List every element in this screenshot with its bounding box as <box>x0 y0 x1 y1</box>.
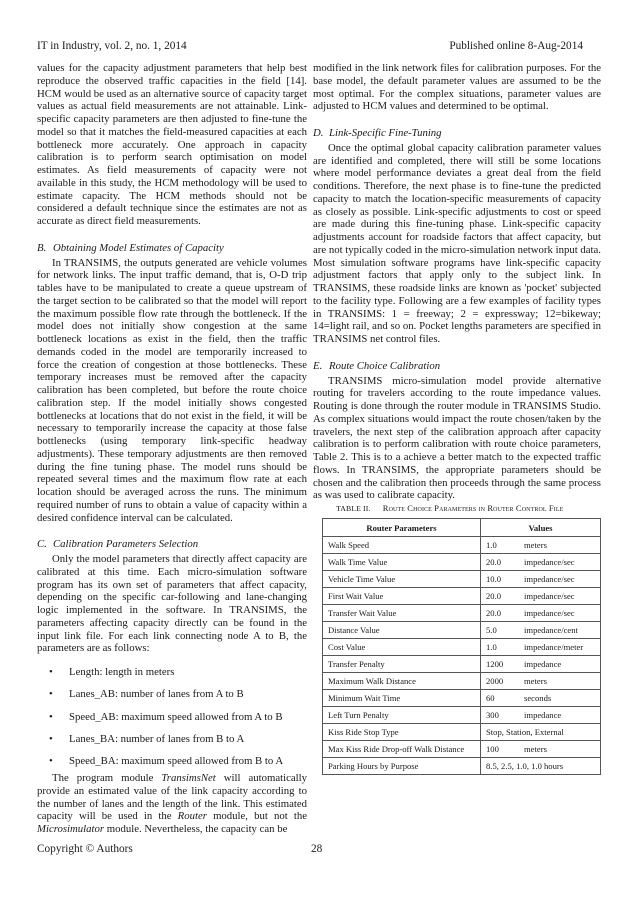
value-cell <box>481 707 601 724</box>
parameter-cell: Maximum Walk Distance <box>323 673 481 690</box>
list-item: • Lanes_AB: number of lanes from A to B <box>49 688 244 701</box>
table-row <box>323 588 601 605</box>
table-row <box>323 690 601 707</box>
section-title: Link-Specific Fine-Tuning <box>329 127 442 139</box>
value-cell <box>481 758 601 775</box>
paragraph: The program module TransimsNet will automatically provide an estimated value of the link capacity according to the number of lanes and the length of the link. This estimated capacity will be used in the Router module, but not the Microsimulator module. Nevertheless, the capacity can be <box>37 772 307 836</box>
value-unit: meters <box>524 676 547 686</box>
parameter-cell: Walk Speed <box>323 537 481 554</box>
list-item: • Speed_BA: maximum speed allowed from B to A <box>49 755 284 768</box>
table-title: Route Choice Parameters in Router Control File <box>382 503 564 513</box>
left-column <box>37 62 307 836</box>
value-number: 5.0 <box>486 625 497 635</box>
parameter-cell: Walk Time Value <box>323 554 481 571</box>
value-cell <box>481 724 601 741</box>
value-number: 20.0 <box>486 557 502 567</box>
section-heading-d <box>313 127 601 140</box>
table-label: TABLE II. <box>336 504 371 513</box>
table-row <box>323 639 601 656</box>
parameter-cell: Minimum Wait Time <box>323 690 481 707</box>
value-unit: impedance/cent <box>524 625 578 635</box>
paragraph: Only the model parameters that directly affect capacity are calibrated at this time. Each micro-simulation software program has its own set of parameters that affect capacity, depending on the specific car-following and lane-changing logic implemented in the software. In TRANSIMS, the parameters affecting capacity directly can be found in the input link file. For each link connecting node A to B, the parameters are as follows: <box>37 553 307 655</box>
value-unit: impedance/sec <box>524 557 575 567</box>
value-unit: impedance/sec <box>524 591 575 601</box>
paragraph: values for the capacity adjustment parameters that help best reproduce the observed traffic capacities in the field [14]. HCM would be used as an alternative source of capacity target values as actual field measurements are not attainable. Link-specific capacity parameters are then adjusted to fine-tune the model so that it matches the field-measured capacities at each bottleneck more accurately. One approach in capacity calibration is to perform search optimisation on model estimates. As field measurements of capacity were not available in this study, the HCM methodology will be used to estimate capacity. The HCM methods should not be considered a default technique since the estimates are not as accurate as direct field measurements. <box>37 62 307 227</box>
table-row <box>323 622 601 639</box>
table-row <box>323 571 601 588</box>
value-number: 10.0 <box>486 574 502 584</box>
section-heading-b <box>37 242 307 255</box>
footer-copyright: Copyright © Authors <box>37 843 133 855</box>
value-number: 8.5, 2.5, 1.0, 1.0 hours <box>486 761 564 771</box>
paragraph: Once the optimal global capacity calibration parameter values are identified and completed, there will still be some locations where model performance deviates a great deal from the field conditions. Therefore, the next phase is to fine-tune the predicted capacity to match the location-specific measurements of capacity as closely as possible. Link-specific adjustments to cost or speed are made during this fine-tuning phase. Link-specific capacity adjustments account for roadside factors that affect capacity, but are not typically coded in the micro-simulation network input data. Most simulation software programs have link-specific capacity adjustment factors that apply only to the subject link. In TRANSIMS, these roadside links are known as 'pocket' subjected to the facility type. Following are a few examples of facility types in TRANSIMS: 1 = freeway; 2 = expressway; 12=bikeway; 14=light rail, and so on. Pocket lengths parameters are specified in TRANSIMS net control files. <box>313 141 601 345</box>
value-cell <box>481 588 601 605</box>
value-cell <box>481 639 601 656</box>
value-unit: impedance/sec <box>524 574 575 584</box>
table-row <box>323 656 601 673</box>
page-number: 28 <box>311 843 323 855</box>
value-number: Stop, Station, External <box>486 727 564 737</box>
value-number: 1200 <box>486 659 504 669</box>
table-row <box>323 537 601 554</box>
paragraph: TRANSIMS micro-simulation model provide alternative routing for travelers according to the route impedance values. Routing is done through the router module in TRANSIMS Studio. As complex situations would impact the route chosen/taken by the travelers, the next step of the calibration approach after capacity calibration is to perform calibration with route choice parameters, Table 2. This is to a achieve a better match to the expected traffic flows. In TRANSIMS, the appropriate parameters should be chosen and the calibration then proceeds through the same process as was used to calibrate capacity. <box>313 374 601 502</box>
table-caption <box>336 503 563 513</box>
paragraph: modified in the link network files for calibration purposes. For the base model, the default parameter values are assumed to be the most optimal. For the complex situations, parameter values are adjusted to HCM values and determined to be optimal. <box>313 62 601 113</box>
table-row <box>323 673 601 690</box>
running-header-date: Published online 8-Aug-2014 <box>449 40 583 52</box>
parameter-cell: Parking Hours by Purpose <box>323 758 481 775</box>
table-body <box>323 537 601 775</box>
value-unit: impedance <box>524 710 562 720</box>
parameter-cell: Vehicle Time Value <box>323 571 481 588</box>
section-heading-c <box>37 538 307 551</box>
table-row <box>323 724 601 741</box>
table-row <box>323 605 601 622</box>
parameter-cell: Transfer Wait Value <box>323 605 481 622</box>
section-letter: D. <box>313 127 324 139</box>
value-cell <box>481 537 601 554</box>
parameter-list <box>37 666 307 768</box>
list-item: • Lanes_BA: number of lanes from B to A <box>49 733 245 746</box>
table-row <box>323 554 601 571</box>
parameter-cell: Kiss Ride Stop Type <box>323 724 481 741</box>
value-number: 1.0 <box>486 642 497 652</box>
table-row <box>323 741 601 758</box>
parameter-cell: Max Kiss Ride Drop-off Walk Distance <box>323 741 481 758</box>
parameter-cell: Left Turn Penalty <box>323 707 481 724</box>
section-letter: B. <box>37 241 47 254</box>
value-number: 300 <box>486 710 499 720</box>
value-unit: meters <box>524 540 547 550</box>
parameter-cell: First Wait Value <box>323 588 481 605</box>
value-number: 20.0 <box>486 608 502 618</box>
value-unit: impedance/sec <box>524 608 575 618</box>
value-unit: impedance <box>524 659 562 669</box>
table-row <box>323 758 601 775</box>
value-cell <box>481 554 601 571</box>
parameter-cell: Distance Value <box>323 622 481 639</box>
column-header-parameters: Router Parameters <box>323 519 481 537</box>
value-cell <box>481 571 601 588</box>
right-column <box>313 62 601 502</box>
value-cell <box>481 605 601 622</box>
value-cell <box>481 673 601 690</box>
list-item: • Speed_AB: maximum speed allowed from A to B <box>49 710 283 723</box>
parameter-cell: Cost Value <box>323 639 481 656</box>
section-title: Route Choice Calibration <box>329 359 441 372</box>
value-number: 20.0 <box>486 591 502 601</box>
paragraph: In TRANSIMS, the outputs generated are vehicle volumes for network links. The input traffic demand, that is, O-D trip tables have to be manipulated to create a queue upstream of the target section to be calibrated so that the model will report the maximum possible flow rate through the bottleneck. If the model does not initially show congestion at the same bottleneck locations as exist in the field, then the traffic demands coded in the model are temporarily increased to force the creation of congestion at those bottlenecks. These temporary increases must be removed after the capacity calibration has been completed, but before the route choice calibration step. If the model initially shows congested bottlenecks at locations that do not exist in the field, it will be necessary to temporarily increase the capacity at those false bottlenecks (using temporary link-specific headway adjustments). These temporary adjustments are then removed during the fine tuning phase. The model runs should be repeated several times and the maximum flow rate at each location should be averaged across the runs. The minimum required number of runs to obtain a value of capacity within a desired confidence interval can be calculated. <box>37 256 307 524</box>
list-item: • Length: length in meters <box>49 666 175 678</box>
table-header-row <box>323 519 601 537</box>
parameter-cell: Transfer Penalty <box>323 656 481 673</box>
value-unit: impedance/meter <box>524 642 584 652</box>
table-row <box>323 707 601 724</box>
value-number: 1.0 <box>486 540 497 550</box>
section-heading-e <box>313 360 601 373</box>
value-cell <box>481 690 601 707</box>
router-parameters-table <box>322 518 601 775</box>
value-number: 60 <box>486 693 495 703</box>
value-number: 100 <box>486 744 499 754</box>
value-cell <box>481 656 601 673</box>
running-header-journal: IT in Industry, vol. 2, no. 1, 2014 <box>37 40 187 52</box>
value-cell <box>481 622 601 639</box>
value-number: 2000 <box>486 676 504 686</box>
column-header-values: Values <box>481 519 601 537</box>
section-letter: E. <box>313 359 323 372</box>
value-unit: seconds <box>524 693 552 703</box>
section-letter: C. <box>37 538 47 551</box>
section-title: Calibration Parameters Selection <box>53 538 199 551</box>
value-unit: meters <box>524 744 547 754</box>
section-title: Obtaining Model Estimates of Capacity <box>53 241 224 254</box>
value-cell <box>481 741 601 758</box>
